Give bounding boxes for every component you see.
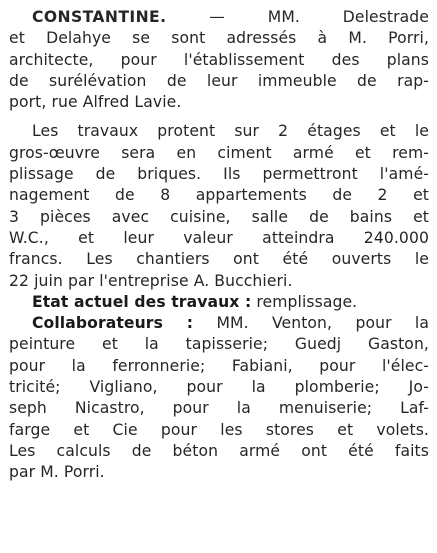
text-line <box>9 292 429 313</box>
text-line: farge et Cie pour les stores et volets. <box>9 420 429 439</box>
text-line: architecte, pour l'établissement des plans <box>9 50 429 69</box>
text-line: plissage de briques. Ils permettront l'amé- <box>9 165 429 184</box>
collaborators-label: Collaborateurs : <box>32 314 194 333</box>
text-line: Les travaux protent sur 2 étages et le <box>32 122 429 141</box>
paragraph-collaborators <box>9 313 429 483</box>
city-heading: CONSTANTINE. <box>32 8 167 26</box>
text-line: port, rue Alfred Lavie. <box>9 93 182 112</box>
text-line: de surélévation de leur immeuble de rap- <box>9 71 429 90</box>
text-line <box>9 313 429 334</box>
paragraph-status <box>9 292 429 313</box>
text-line: peinture et la tapisserie; Guedj Gaston, <box>9 335 429 354</box>
text-line: 22 juin par l'entreprise A. Bucchieri. <box>9 271 293 290</box>
text-line: seph Nicastro, pour la menuiserie; Laf- <box>9 399 429 418</box>
status-value: remplissage. <box>251 292 358 311</box>
text-line: et Delahye se sont adressés à M. Porri, <box>9 29 429 48</box>
text-line: nagement de 8 appartements de 2 et <box>9 186 429 205</box>
text-line: W.C., et leur valeur atteindra 240.000 <box>9 228 429 247</box>
text-line: Les calculs de béton armé ont été faits <box>9 441 429 460</box>
text-line: gros-œuvre sera en ciment armé et rem- <box>9 143 429 162</box>
text-line: tricité; Vigliano, pour la plomberie; Jo- <box>9 378 429 397</box>
paragraph-works <box>9 121 429 291</box>
text-line: par M. Porri. <box>9 463 105 482</box>
text-line: pour la ferronnerie; Fabiani, pour l'élec- <box>9 356 429 375</box>
article <box>9 7 429 484</box>
text-line: francs. Les chantiers ont été ouverts le <box>9 250 429 269</box>
text-line <box>9 7 429 28</box>
text-line: 3 pièces avec cuisine, salle de bains et <box>9 207 429 226</box>
status-label: Etat actuel des travaux : <box>32 292 252 311</box>
paragraph-spacer <box>9 113 429 121</box>
paragraph-project <box>9 7 429 113</box>
text-fragment: MM. Venton, pour la <box>193 314 429 333</box>
text-fragment: — MM. Delestrade <box>166 8 429 26</box>
